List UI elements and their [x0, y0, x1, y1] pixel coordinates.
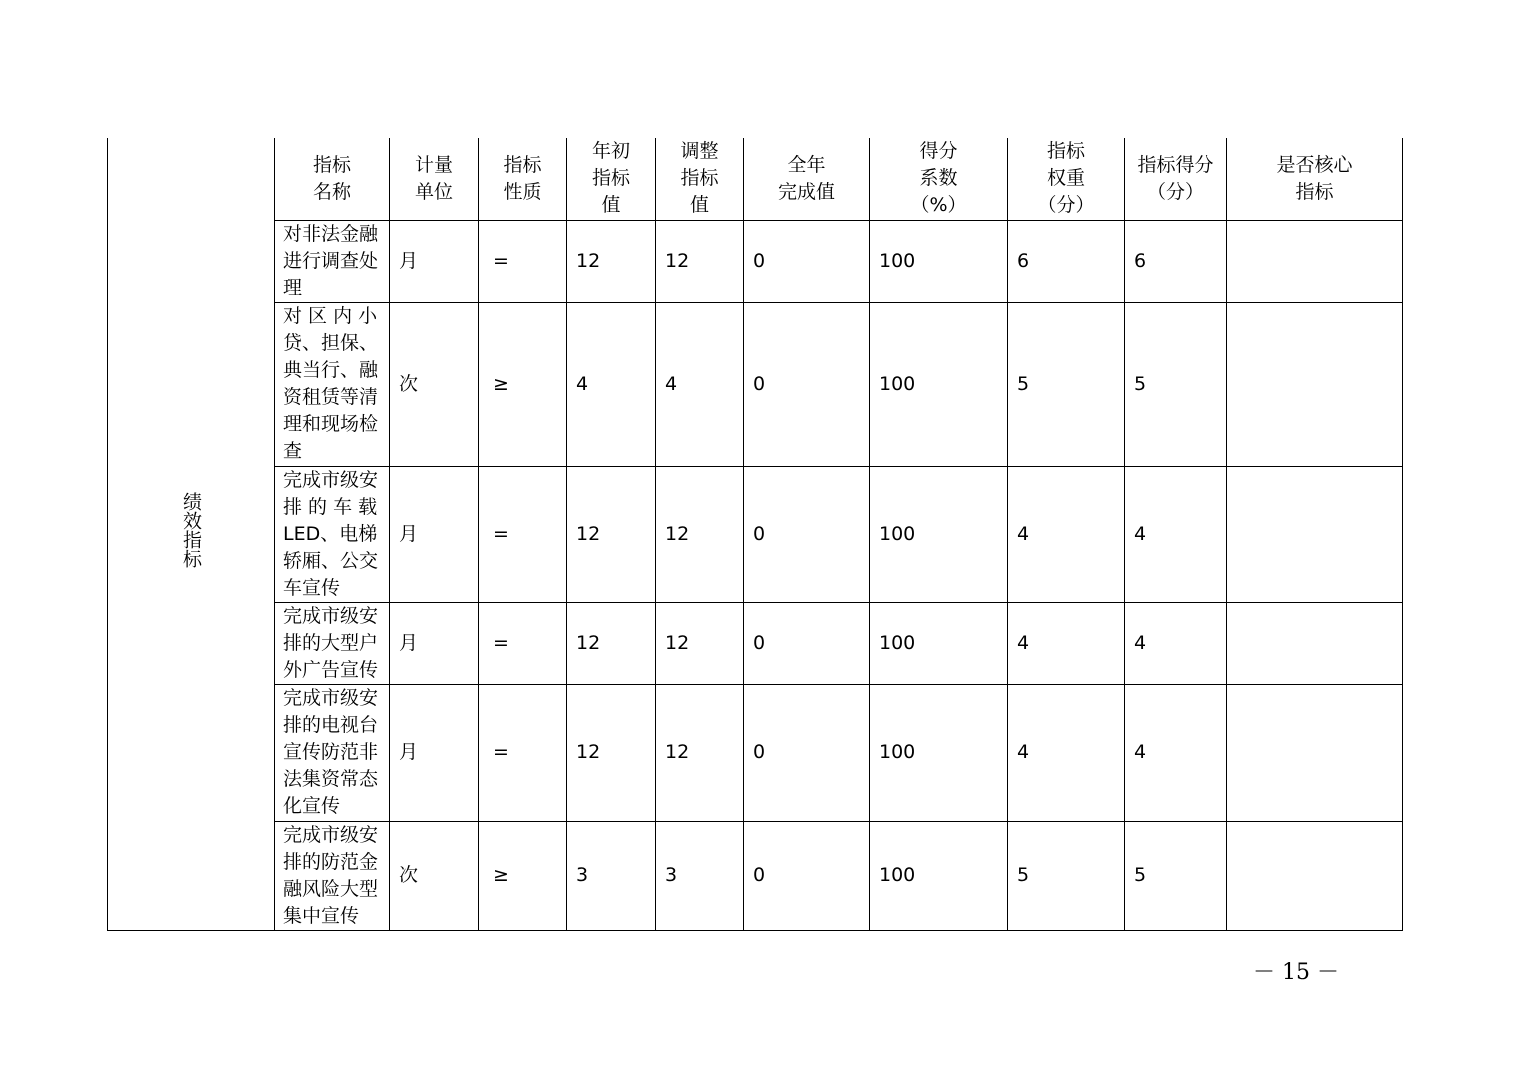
header-initial: 年初 指标 值	[567, 138, 656, 220]
indicator-name-line: 查	[283, 440, 303, 462]
nature-cell: ≥	[479, 821, 567, 930]
indicator-name-line: 外广告宣传	[283, 658, 379, 681]
adjusted-cell: 12	[656, 466, 744, 602]
indicator-name-line: 车宣传	[283, 576, 341, 599]
indicator-name-line: 完成市级安	[283, 468, 379, 491]
initial-cell: 12	[567, 220, 656, 302]
weight-cell: 4	[1008, 466, 1125, 602]
nature-cell: =	[479, 466, 567, 602]
indicator-name-line: 轿厢、公交	[283, 549, 379, 572]
coef-cell: 100	[870, 684, 1008, 821]
indicator-name-line: 对非法金融	[283, 222, 379, 245]
nature-cell: =	[479, 684, 567, 821]
header-row	[108, 138, 1403, 220]
weight-cell: 5	[1008, 821, 1125, 930]
initial-cell: 3	[567, 821, 656, 930]
header-score: 指标得分 （分）	[1125, 138, 1227, 220]
table-row	[108, 684, 1403, 821]
core-cell	[1227, 684, 1403, 821]
coef-cell: 100	[870, 466, 1008, 602]
indicator-name-line: 贷、担保、	[283, 332, 379, 354]
indicator-name-line: LED、电梯	[283, 522, 378, 545]
indicator-name-line: 集中宣传	[283, 904, 360, 927]
nature-cell: =	[479, 220, 567, 302]
header-nature: 指标 性质	[479, 138, 567, 220]
score-cell: 4	[1125, 466, 1227, 602]
nature-cell: =	[479, 602, 567, 684]
adjusted-cell: 12	[656, 602, 744, 684]
actual-cell: 0	[744, 684, 870, 821]
adjusted-cell: 3	[656, 821, 744, 930]
header-name: 指标 名称	[275, 138, 390, 220]
indicator-name-line: 对 区 内 小	[283, 305, 378, 327]
indicator-name-cell	[275, 821, 390, 930]
score-cell: 5	[1125, 821, 1227, 930]
indicator-name-line: 排的大型户	[283, 631, 379, 654]
indicator-name-cell	[275, 466, 390, 602]
category-label: 绩效指标	[180, 491, 202, 568]
header-weight: 指标 权重 （分）	[1008, 138, 1125, 220]
page-number: － 15 －	[1253, 960, 1339, 985]
adjusted-cell: 12	[656, 684, 744, 821]
table-row	[108, 821, 1403, 930]
unit-cell: 月	[390, 220, 479, 302]
indicator-name-line: 融风险大型	[283, 877, 379, 900]
initial-cell: 12	[567, 684, 656, 821]
coef-cell: 100	[870, 220, 1008, 302]
core-cell	[1227, 602, 1403, 684]
header-core: 是否核心 指标	[1227, 138, 1403, 220]
indicator-name-line: 排 的 车 载	[283, 495, 378, 518]
actual-cell: 0	[744, 466, 870, 602]
table-row	[108, 466, 1403, 602]
unit-cell: 月	[390, 684, 479, 821]
initial-cell: 12	[567, 466, 656, 602]
unit-cell: 次	[390, 821, 479, 930]
indicator-name-line: 排的电视台	[283, 714, 379, 736]
table-row	[108, 302, 1403, 466]
indicator-name-line: 完成市级安	[283, 687, 379, 709]
initial-cell: 4	[567, 302, 656, 466]
initial-cell: 12	[567, 602, 656, 684]
indicator-name-line: 理	[283, 276, 303, 299]
indicator-name-cell	[275, 302, 390, 466]
category-cell	[108, 138, 275, 930]
indicator-name-line: 法集资常态	[283, 768, 379, 790]
score-cell: 4	[1125, 602, 1227, 684]
indicator-name-line: 宣传防范非	[283, 741, 379, 763]
unit-cell: 月	[390, 602, 479, 684]
header-actual: 全年 完成值	[744, 138, 870, 220]
actual-cell: 0	[744, 821, 870, 930]
adjusted-cell: 4	[656, 302, 744, 466]
performance-indicator-table	[107, 138, 1403, 931]
actual-cell: 0	[744, 220, 870, 302]
indicator-name-cell	[275, 684, 390, 821]
weight-cell: 6	[1008, 220, 1125, 302]
indicator-name-line: 完成市级安	[283, 604, 379, 627]
indicator-name-line: 资租赁等清	[283, 386, 379, 408]
core-cell	[1227, 821, 1403, 930]
weight-cell: 4	[1008, 602, 1125, 684]
indicator-name-line: 理和现场检	[283, 413, 379, 435]
actual-cell: 0	[744, 602, 870, 684]
weight-cell: 4	[1008, 684, 1125, 821]
unit-cell: 次	[390, 302, 479, 466]
nature-cell: ≥	[479, 302, 567, 466]
actual-cell: 0	[744, 302, 870, 466]
table-row	[108, 602, 1403, 684]
indicator-name-line: 典当行、融	[283, 359, 379, 381]
score-cell: 6	[1125, 220, 1227, 302]
core-cell	[1227, 302, 1403, 466]
header-adjusted: 调整 指标 值	[656, 138, 744, 220]
adjusted-cell: 12	[656, 220, 744, 302]
score-cell: 4	[1125, 684, 1227, 821]
indicator-name-line: 完成市级安	[283, 823, 379, 846]
header-unit: 计量 单位	[390, 138, 479, 220]
coef-cell: 100	[870, 821, 1008, 930]
header-coef: 得分 系数 （%）	[870, 138, 1008, 220]
coef-cell: 100	[870, 602, 1008, 684]
score-cell: 5	[1125, 302, 1227, 466]
table-row	[108, 220, 1403, 302]
unit-cell: 月	[390, 466, 479, 602]
weight-cell: 5	[1008, 302, 1125, 466]
core-cell	[1227, 466, 1403, 602]
indicator-name-cell	[275, 220, 390, 302]
indicator-name-line: 排的防范金	[283, 850, 379, 873]
core-cell	[1227, 220, 1403, 302]
coef-cell: 100	[870, 302, 1008, 466]
indicator-name-cell	[275, 602, 390, 684]
indicator-name-line: 进行调查处	[283, 249, 379, 272]
indicator-name-line: 化宣传	[283, 795, 341, 817]
